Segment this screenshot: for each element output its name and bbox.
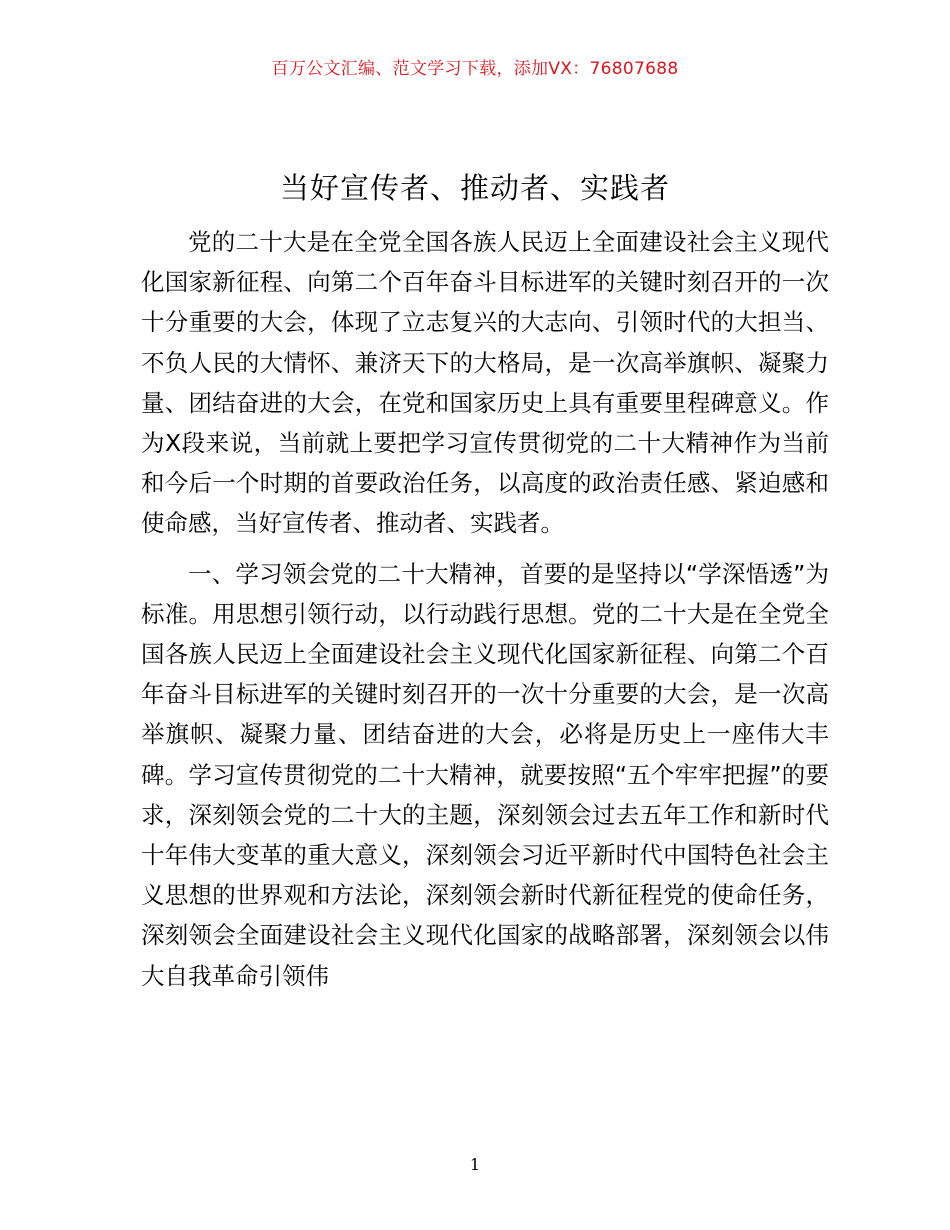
document-body (141, 222, 829, 996)
document-title: 当好宣传者、推动者、实践者 (279, 171, 670, 205)
paragraph-intro: 党的二十大是在全党全国各族人民迈上全面建设社会主义现代化国家新征程、向第二个百年奋斗目标进军的关键时刻召开的一次十分重要的大会，体现了立志复兴的大志向、引领时代的大担当、不负人民的大情怀、兼济天下的大格局，是一次高举旗帜、凝聚力量、团结奋进的大会，在党和国家历史上具有重要里程碑意义。作为X段来说，当前就上要把学习宣传贯彻党的二十大精神作为当前和今后一个时期的首要政治任务，以高度的政治责任感、紧迫感和使命感，当好宣传者、推动者、实践者。 (141, 228, 829, 538)
paragraph-section-one: 一、学习领会党的二十大精神，首要的是坚持以“学深悟透”为标准。用思想引领行动，以行动践行思想。党的二十大是在全党全国各族人民迈上全面建设社会主义现代化国家新征程、向第二个百年奋斗目标进军的关键时刻召开的一次十分重要的大会，是一次高举旗帜、凝聚力量、团结奋进的大会，必将是历史上一座伟大丰碑。学习宣传贯彻党的二十大精神，就要按照“五个牢牢把握”的要求，深刻领会党的二十大的主题，深刻领会过去五年工作和新时代十年伟大变革的重大意义，深刻领会习近平新时代中国特色社会主义思想的世界观和方法论，深刻领会新时代新征程党的使命任务，深刻领会全面建设社会主义现代化国家的战略部署，深刻领会以伟大自我革命引领伟 (141, 559, 829, 990)
header-note: 百万公文汇编、范文学习下载，添加VX：76807688 (271, 59, 679, 79)
page-number: 1 (469, 1155, 481, 1174)
